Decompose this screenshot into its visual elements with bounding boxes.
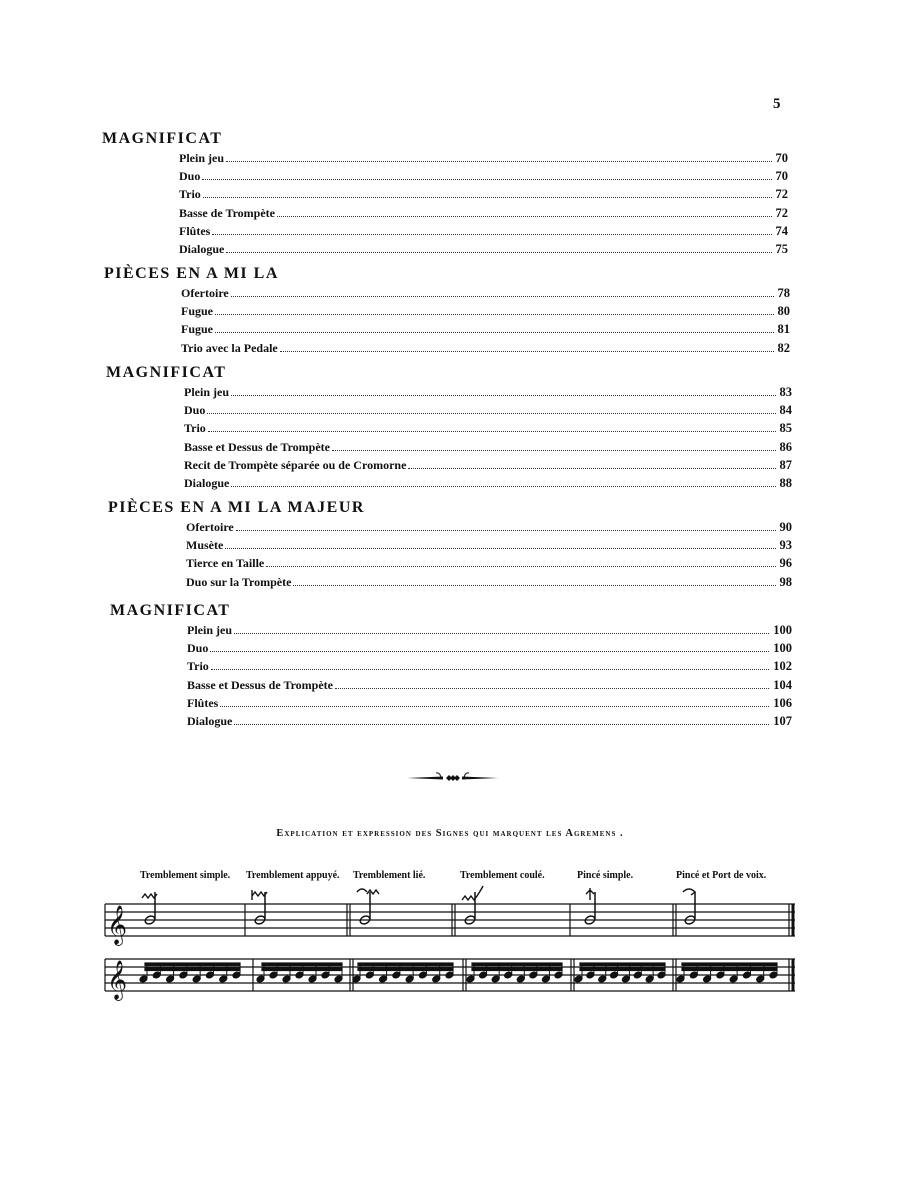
divider-ornament — [405, 770, 500, 786]
section-title: PIÈCES EN A MI LA — [104, 265, 279, 282]
ornament-label: Tremblement appuyé. — [246, 870, 340, 881]
toc-section — [104, 265, 790, 359]
ornament-music-example — [0, 860, 900, 1010]
list-item: Trio avec la Pedale 82 — [181, 340, 790, 355]
list-item: Trio 72 — [179, 187, 788, 202]
ornament-label: Pincé simple. — [577, 870, 634, 881]
list-item: Ofertoire 78 — [181, 286, 790, 300]
list-item: Duo 100 — [187, 641, 792, 656]
explication-title: Explication et expression des Signes qui marquent les Agremens . — [276, 828, 624, 839]
list-item: Trio 85 — [184, 421, 792, 436]
list-item: Basse et Dessus de Trompète 86 — [184, 439, 792, 454]
treble-clef-icon: 𝄞 — [107, 960, 128, 1000]
list-item: Plein jeu 83 — [184, 385, 792, 399]
list-item: Basse et Dessus de Trompète 104 — [187, 677, 792, 692]
list-item: Flûtes 74 — [179, 223, 788, 238]
toc-section — [102, 130, 788, 260]
ornament-signs — [142, 886, 695, 900]
toc-section — [110, 602, 792, 732]
list-item: Ofertoire 90 — [186, 520, 792, 534]
toc-section — [108, 499, 792, 593]
ornament-label: Tremblement lié. — [353, 870, 426, 881]
list-item: Plein jeu 100 — [187, 623, 792, 637]
treble-clef-icon: 𝄞 — [107, 905, 128, 945]
list-item: Dialogue 107 — [187, 713, 792, 728]
section-title: PIÈCES EN A MI LA MAJEUR — [108, 499, 365, 516]
list-item: Fugue 81 — [181, 322, 790, 337]
toc-section — [106, 364, 792, 494]
list-item: Dialogue 88 — [184, 475, 792, 490]
list-item: Duo sur la Trompète 98 — [186, 574, 792, 589]
list-item: Flûtes 106 — [187, 695, 792, 710]
list-item: Duo 84 — [184, 403, 792, 418]
ornament-label: Pincé et Port de voix. — [676, 870, 767, 881]
section-title: MAGNIFICAT — [102, 130, 223, 147]
list-item: Fugue 80 — [181, 304, 790, 319]
list-item: Tierce en Taille 96 — [186, 556, 792, 571]
ornament-label: Tremblement simple. — [140, 870, 231, 881]
list-item: Dialogue 75 — [179, 241, 788, 256]
section-title: MAGNIFICAT — [106, 364, 227, 381]
section-title: MAGNIFICAT — [110, 602, 231, 619]
list-item: Duo 70 — [179, 169, 788, 184]
list-item: Trio 102 — [187, 659, 792, 674]
list-item: Recit de Trompète séparée ou de Cromorne 87 — [184, 457, 792, 472]
ornament-label: Tremblement coulé. — [460, 870, 545, 881]
list-item: Musète 93 — [186, 538, 792, 553]
upper-staff — [105, 904, 795, 936]
list-item: Plein jeu 70 — [179, 151, 788, 165]
list-item: Basse de Trompète 72 — [179, 205, 788, 220]
page-number: 5 — [773, 96, 781, 112]
